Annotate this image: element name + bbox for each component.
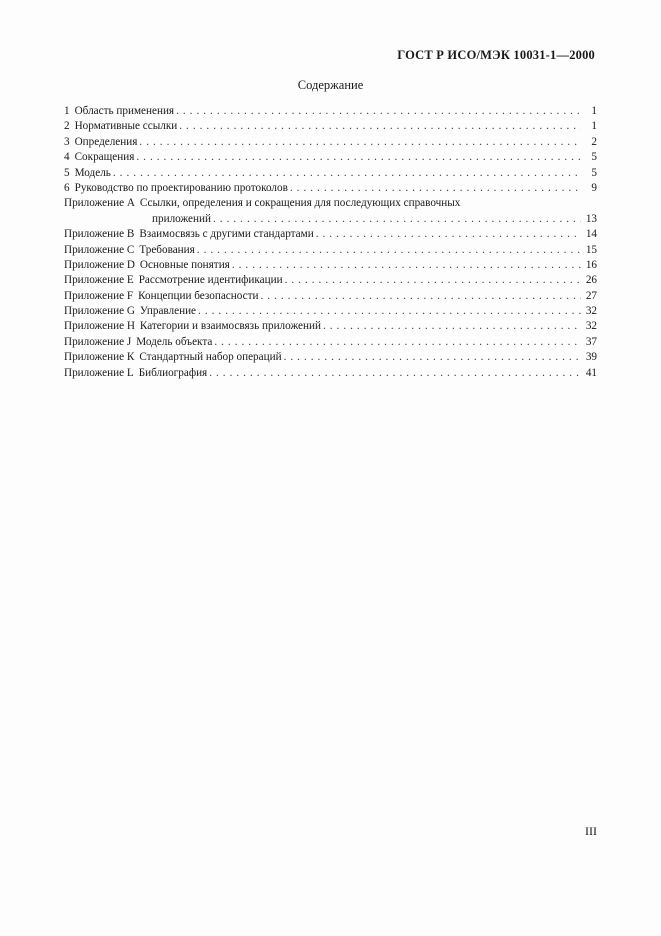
toc-entry[interactable]: [64, 273, 597, 288]
toc-entry-page: 1: [591, 120, 597, 133]
dot-leader: [284, 350, 581, 365]
toc-entry-page: 16: [585, 258, 597, 271]
toc-entry-title: Требования: [139, 243, 195, 256]
dot-leader: [213, 212, 581, 227]
toc-entry[interactable]: [64, 243, 597, 258]
toc-entry-number: 1: [64, 105, 70, 117]
toc-entry-number: Приложение D: [64, 258, 135, 271]
toc-entry-title: Рассмотрение идентификации: [138, 274, 283, 287]
toc-entry-page: 26: [585, 274, 597, 287]
toc-entry-number: 5: [64, 166, 70, 179]
toc-entry-title: Область применения: [74, 105, 175, 117]
dot-leader: [316, 227, 581, 242]
toc-entry-page: 9: [591, 181, 597, 194]
toc-entry[interactable]: [64, 119, 597, 134]
table-of-contents: [64, 104, 597, 381]
toc-entry-title: Основные понятия: [139, 258, 230, 271]
toc-entry-title: Управление: [139, 305, 197, 318]
toc-entry-number: Приложение К: [64, 351, 135, 364]
toc-entry-number: 2: [64, 120, 70, 133]
toc-entry-title: Ссылки, определения и сокращения для последующих справочных: [139, 197, 461, 210]
toc-entry[interactable]: [64, 227, 597, 242]
dot-leader: [176, 104, 581, 119]
toc-entry[interactable]: [64, 181, 597, 196]
toc-entry[interactable]: [64, 319, 597, 334]
toc-entry[interactable]: [64, 335, 597, 350]
toc-entry-number: 3: [64, 135, 70, 148]
toc-entry-title: Категории и взаимосвязь приложений: [139, 320, 321, 333]
toc-entry-number: Приложение F: [64, 289, 134, 302]
toc-entry-page: 15: [585, 243, 597, 256]
toc-entry-title: Нормативные ссылки: [74, 120, 178, 133]
toc-entry-number: 6: [64, 181, 70, 194]
toc-entry[interactable]: [64, 104, 597, 119]
toc-entry-page: 37: [585, 335, 597, 348]
toc-entry-page: 2: [591, 135, 597, 148]
toc-entry[interactable]: [64, 258, 597, 273]
toc-entry-number: Приложение Н: [64, 320, 135, 333]
toc-entry-page: 27: [585, 289, 597, 302]
toc-entry[interactable]: [64, 304, 597, 319]
toc-entry-number: Приложение В: [64, 228, 135, 241]
toc-entry-title: Библиография: [138, 366, 208, 379]
toc-entry-continuation[interactable]: [64, 212, 597, 227]
dot-leader: [232, 258, 581, 273]
dot-leader: [136, 150, 581, 165]
toc-entry-title: Стандартный набор операций: [139, 351, 282, 364]
toc-entry-title: Модель объекта: [136, 335, 213, 348]
toc-entry-number: Приложение Е: [64, 274, 134, 287]
toc-entry[interactable]: [64, 289, 597, 304]
toc-entry[interactable]: [64, 135, 597, 150]
toc-entry-page: 5: [591, 151, 597, 164]
toc-entry-number: Приложение G: [64, 305, 135, 318]
dot-leader: [197, 243, 581, 258]
dot-leader: [260, 289, 581, 304]
toc-entry-page: 39: [585, 351, 597, 364]
toc-entry[interactable]: [64, 366, 597, 381]
dot-leader: [290, 181, 581, 196]
toc-entry-number: Приложение А: [64, 197, 135, 210]
toc-entry-page: 41: [585, 366, 597, 379]
toc-entry[interactable]: [64, 350, 597, 365]
toc-entry-page: 32: [585, 320, 597, 333]
toc-entry-number: Приложение J: [64, 335, 132, 348]
dot-leader: [198, 304, 581, 319]
dot-leader: [209, 366, 581, 381]
toc-entry[interactable]: [64, 166, 597, 181]
toc-entry-page: 1: [591, 105, 597, 117]
toc-entry-title: Сокращения: [74, 151, 135, 164]
dot-leader: [214, 335, 581, 350]
dot-leader: [113, 166, 581, 181]
toc-entry-title: Концепции безопасности: [138, 289, 259, 302]
toc-entry-number: 4: [64, 151, 70, 164]
toc-entry-title: Взаимосвязь с другими стандартами: [139, 228, 314, 241]
toc-entry[interactable]: [64, 196, 597, 211]
toc-entry-number: Приложение L: [64, 366, 134, 379]
toc-entry-number: Приложение С: [64, 243, 135, 256]
dot-leader: [285, 273, 581, 288]
toc-entry[interactable]: [64, 150, 597, 165]
toc-entry-title-continued: приложений: [152, 212, 211, 225]
dot-leader: [179, 119, 581, 134]
dot-leader: [139, 135, 581, 150]
dot-leader: [323, 319, 581, 334]
toc-entry-page: 5: [591, 166, 597, 179]
toc-entry-title: Руководство по проектированию протоколов: [74, 181, 288, 194]
toc-entry-page: 14: [585, 228, 597, 241]
toc-entry-page: 32: [585, 305, 597, 318]
toc-entry-title: Модель: [74, 166, 111, 179]
toc-entry-page: 13: [585, 212, 597, 225]
toc-title: Содержание: [297, 78, 364, 92]
document-code: ГОСТ Р ИСО/МЭК 10031-1—2000: [397, 48, 595, 62]
page-number: III: [585, 824, 597, 838]
toc-entry-title: Определения: [74, 135, 138, 148]
